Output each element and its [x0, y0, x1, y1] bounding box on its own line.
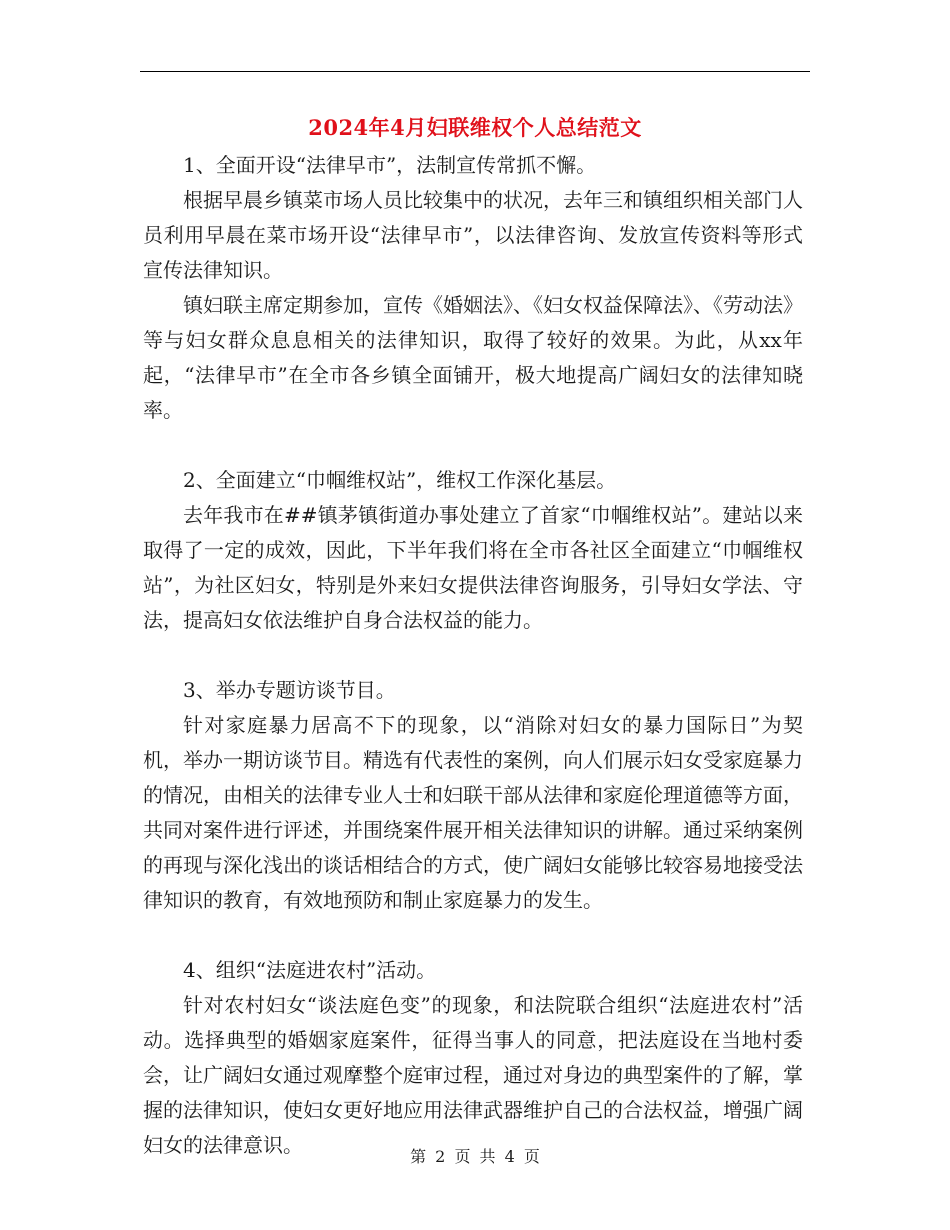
section-2-paragraph: 去年我市在##镇茅镇街道办事处建立了首家“巾帼维权站”。建站以来取得了一定的成效，因此，下半年我们将在全市各社区全面建立“巾帼维权站”，为社区妇女，特别是外来妇女提供法律咨询服务，引导妇女学法、守法，提高妇女依法维护自身合法权益的能力。 [143, 503, 803, 632]
document-title: 2024年4月妇联维权个人总结范文 [308, 115, 642, 140]
page-number-footer: 第 2 页 共 4 页 [410, 1147, 540, 1166]
header-rule [140, 71, 810, 72]
section-1-paragraph-1: 根据早晨乡镇菜市场人员比较集中的状况，去年三和镇组织相关部门人员利用早晨在菜市场开设“法律早市”，以法律咨询、发放宣传资料等形式宣传法律知识。 [143, 188, 803, 282]
section-1-paragraph-2: 镇妇联主席定期参加，宣传《婚姻法》、《妇女权益保障法》、《劳动法》等与妇女群众息息相关的法律知识，取得了较好的效果。为此，从xx年起，“法律早市”在全市各乡镇全面铺开，极大地提高广阔妇女的法律知晓率。 [143, 293, 803, 422]
document-body [143, 148, 803, 1163]
section-3-heading: 3、举办专题访谈节目。 [183, 678, 396, 702]
section-1-heading: 1、全面开设“法律早市”，法制宣传常抓不懈。 [183, 153, 597, 177]
section-4-heading: 4、组织“法庭进农村”活动。 [183, 958, 437, 982]
section-2-heading: 2、全面建立“巾帼维权站”，维权工作深化基层。 [183, 468, 617, 492]
section-4-paragraph: 针对农村妇女“谈法庭色变”的现象，和法院联合组织“法庭进农村”活动。选择典型的婚姻家庭案件，征得当事人的同意，把法庭设在当地村委会，让广阔妇女通过观摩整个庭审过程，通过对身边的典型案件的了解，掌握的法律知识，使妇女更好地应用法律武器维护自己的合法权益，增强广阔妇女的法律意识。 [143, 993, 803, 1157]
section-3-paragraph: 针对家庭暴力居高不下的现象，以“消除对妇女的暴力国际日”为契机，举办一期访谈节目。精选有代表性的案例，向人们展示妇女受家庭暴力的情况，由相关的法律专业人士和妇联干部从法律和家庭伦理道德等方面，共同对案件进行评述，并围绕案件展开相关法律知识的讲解。通过采纳案例的再现与深化浅出的谈话相结合的方式，使广阔妇女能够比较容易地接受法律知识的教育，有效地预防和制止家庭暴力的发生。 [143, 713, 803, 912]
